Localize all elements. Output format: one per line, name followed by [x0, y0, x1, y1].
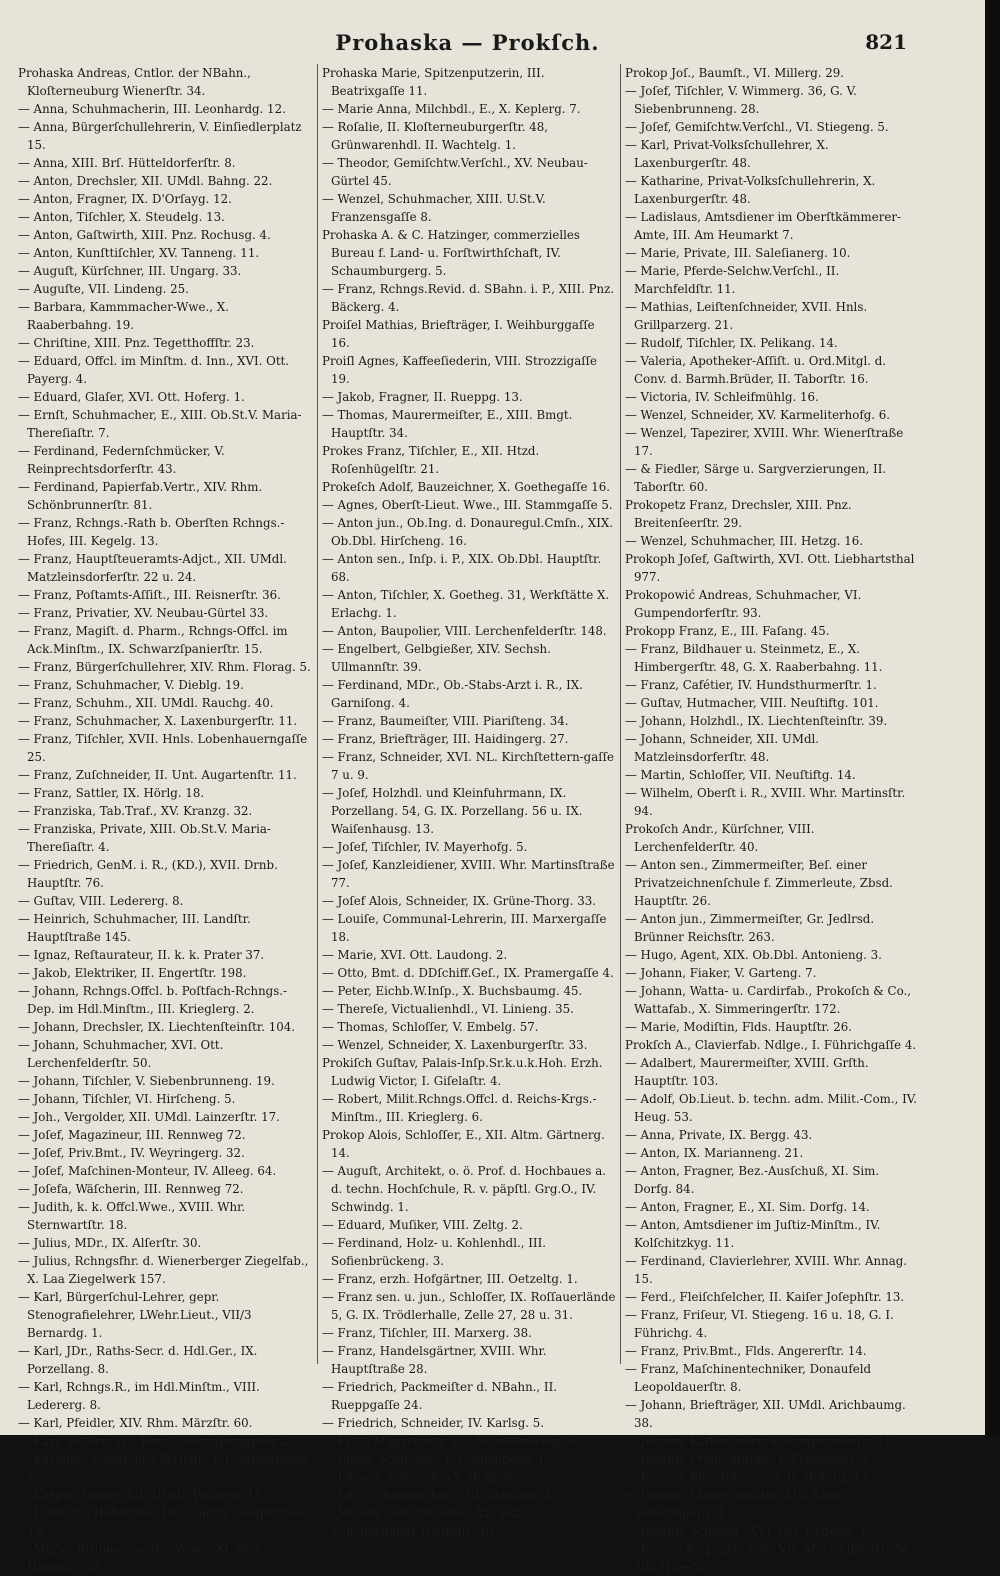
directory-entry: — Joſef, Priv.Bmt., IV. Weyringerg. 32.: [18, 1146, 245, 1160]
directory-entry: — Jakob, Elektriker, II. Engertſtr. 198.: [18, 966, 247, 980]
directory-entry: — Johann, Präge-Anſtalt, V. Franzensg. 2.: [625, 1452, 873, 1466]
directory-entry: — Franz, Poſtamts-Aſſiſt., III. Reisnerſtr. 36.: [18, 588, 281, 602]
directory-entry: — Marie, Private, III. Saleſianerg. 10.: [625, 246, 851, 260]
directory-entry: — Franz, Schuhmacher, X. Laxenburgerſtr. 11.: [18, 714, 298, 728]
column-middle: [317, 64, 620, 1538]
directory-entry: — Johann, Briefträger, XII. UMdl. Arichbaumg. 38.: [625, 1398, 906, 1430]
directory-entry: — Anna, Schuhmacherin, III. Leonhardg. 12.: [18, 102, 286, 116]
directory-entry: — Joſef, Kanzleidiener, XVIII. Whr. Martinsſtraße 77.: [322, 858, 615, 890]
directory-entry: — Ernſt, Schuhmacher, E., XIII. Ob.St.V. Maria-Thereſiaſtr. 7.: [18, 408, 302, 440]
directory-entry: — Jakob, Fragner, II. Rueppg. 13.: [322, 390, 523, 404]
directory-entry: — Johann, Tiſchler, VI. Hirſcheng. 5.: [18, 1092, 236, 1106]
directory-entry: — Franz, Rchngs.-Rath b. Oberſten Rchngs.-Hofes, III. Kegelg. 13.: [18, 516, 285, 548]
directory-entry: — Julius, MDr., IX. Alſerſtr. 30.: [18, 1236, 202, 1250]
directory-entry: — Auguſt, Kürſchner, III. Ungarg. 33.: [18, 264, 242, 278]
directory-entry: — Ferdinand, Federnſchmücker, V. Reinprechtsdorferſtr. 43.: [18, 444, 225, 476]
directory-entry: Proiſel Mathias, Briefträger, I. Weihburggaſſe 16.: [322, 318, 595, 350]
directory-entry: — Johann, Schuhmacher, XVI. Ott. Lerchenfelderſtr. 50.: [18, 1038, 224, 1070]
directory-entry: — Katharine, Privat-Volksſchullehrerin, X. Laxenburgerſtr. 48.: [625, 174, 876, 206]
directory-entry: — Guſtav, VIII. Ledererg. 8.: [18, 894, 184, 908]
directory-entry: — Anton, Fragner, IX. D'Orſayg. 12.: [18, 192, 232, 206]
directory-entry: — Johann, Kaffeeſieder, V. Rampersdorfg. 15.: [625, 1434, 896, 1448]
scan-border: [985, 0, 1000, 1435]
directory-entry: Prohaska Marie, Spitzenputzerin, III. Beatrixgaſſe 11.: [322, 66, 545, 98]
directory-entry: — & Fiedler, Särge u. Sargverzierungen, II. Taborſtr. 60.: [625, 462, 887, 494]
directory-entry: — Joſef, Holzhdl. und Kleinfuhrmann, IX. Porzellang. 54, G. IX. Porzellang. 56 u. IX. Waiſenhausg. 13.: [322, 786, 583, 836]
directory-entry: — Karl, Sattler, XIV. Rhm. Jollernſperggaſſe 2.: [18, 1434, 293, 1448]
directory-entry: — Franziska, Tab.Traf., XV. Kranzg. 32.: [18, 804, 253, 818]
directory-entry: — Auguſt, Architekt, o. ö. Prof. d. Hochbaues a. d. techn. Hochſchule, R. v. päpſtl. Grg.O., IV. Schwindg. 1.: [322, 1164, 606, 1214]
directory-entry: — Franz, Privatier, XV. Neubau-Gürtel 33.: [18, 606, 269, 620]
directory-entry: — Franz sen. u. jun., Schloſſer, IX. Roſſauerlände 5, G. IX. Trödlerhalle, Zelle 27, 28 u. 31.: [322, 1290, 616, 1322]
directory-entry: — Franz, Briefträger, III. Haidingerg. 27.: [322, 732, 569, 746]
directory-entry: Prokoph Joſef, Gaſtwirth, XVI. Ott. Liebhartsthal 977.: [625, 552, 915, 584]
directory-entry: — Franz, Zuſchneider, II. Unt. Augartenſtr. 11.: [18, 768, 297, 782]
directory-entry: — Franziska, Private, XIII. Ob.St.V. Maria-Thereſiaſtr. 4.: [18, 822, 271, 854]
directory-entry: — Karl, Pfeidler, XIV. Rhm. Märzſtr. 60.: [18, 1416, 253, 1430]
directory-entry: — Wenzel, Schuhmacher, XIII. U.St.V. Franzensgaſſe 8.: [322, 192, 546, 224]
directory-entry: — Joſef, Maſchinen-Monteur, IV. Alleeg. 64.: [18, 1164, 277, 1178]
directory-entry: — Judith, k. k. Offcl.Wwe., XVIII. Whr. Sternwartſtr. 18.: [18, 1200, 246, 1232]
directory-entry: — Heinrich, Schuhmacher, III. Landſtr. Hauptſtraße 145.: [18, 912, 251, 944]
directory-entry: Prokopowić Andreas, Schuhmacher, VI. Gumpendorferſtr. 93.: [625, 588, 862, 620]
directory-entry: — Anna, Bürgerſchullehrerin, V. Einſiedlerplatz 15.: [18, 120, 302, 152]
directory-entry: — Johann, Schuhm., XVI. Ott. Degeng. 15.: [625, 1524, 878, 1538]
directory-entry: — Friedrich, GenM. i. R., (KD.), XVII. Drnb. Hauptſtr. 76.: [18, 858, 278, 890]
directory-entry: — Robert, Milit.Rchngs.Offcl. d. Reichs-Krgs.-Minſtm., III. Krieglerg. 6.: [322, 1092, 597, 1124]
directory-entry: — Anton jun., Ob.Ing. d. Donauregul.Cmſn., XIX. Ob.Dbl. Hirſcheng. 16.: [322, 516, 614, 548]
directory-entry: — Engelbert, Gelbgießer, XIV. Sechsh. Ullmannſtr. 39.: [322, 642, 551, 674]
directory-entry: — Wenzel, Schneider, XV. Karmeliterhofg. 6.: [625, 408, 891, 422]
directory-entry: — Franz, Handelsgärtner, XVIII. Whr. Hauptſtraße 28.: [322, 1344, 547, 1376]
directory-entry: — Anton, IX. Marianneng. 21.: [625, 1146, 804, 1160]
directory-entry: — Franz, Schneider, XVI. NL. Kirchſtettern-gaſſe 7 u. 9.: [322, 750, 614, 782]
directory-entry: — Johann, Schneider, V. Hofg. 9.: [322, 1470, 516, 1484]
directory-entry: Proiſl Agnes, Kaffeeſiederin, VIII. Strozzigaſſe 19.: [322, 354, 597, 386]
directory-entry: — Franz, Rchngs.Revid. d. SBahn. i. P., XIII. Pnz. Bäckerg. 4.: [322, 282, 615, 314]
directory-entry: — Victoria, IV. Schleifmühlg. 16.: [625, 390, 819, 404]
directory-entry: — Joh., Vergolder, XII. UMdl. Lainzerſtr. 17.: [18, 1110, 280, 1124]
directory-entry: — Marie, Brunnenmeiſter-Wwe., XI. Sim. Hauptſtr. 47.: [18, 1542, 264, 1574]
directory-entry: — Adalbert, Maurermeiſter, XVIII. Grſth. Hauptſtr. 103.: [625, 1056, 869, 1088]
directory-entry: — Theodor, Gemiſchtw.Verſchl., XV. Neubau-Gürtel 45.: [322, 156, 588, 188]
directory-entry: — Anton, Fragner, Bez.-Ausſchuß, XI. Sim. Dorfg. 84.: [625, 1164, 880, 1196]
column-right: [620, 64, 923, 1574]
directory-entry: — Johann, Schneider, XII. UMdl. Matzleinsdorferſtr. 48.: [625, 732, 820, 764]
directory-entry: — Wenzel, Tapezirer, XVIII. Whr. Wienerſtraße 17.: [625, 426, 904, 458]
directory-entry: — Kaspar, Weber, XII. UMdl. Walterg. 11.: [18, 1488, 266, 1502]
directory-entry: — Joſef, Tiſchler, V. Wimmerg. 36, G. V. Siebenbrunneng. 28.: [625, 84, 857, 116]
directory-entry: — Valeria, Apotheker-Aſſiſt. u. Ord.Mitgl. d. Conv. d. Barmh.Brüder, II. Taborſtr. 16.: [625, 354, 887, 386]
directory-entry: — Mathias, Leiſtenſchneider, XVII. Hnls. Grillparzerg. 21.: [625, 300, 868, 332]
directory-entry: — Franz, Schuhm., XII. UMdl. Rauchg. 40.: [18, 696, 274, 710]
directory-entry: — Franz, Sattler, IX. Hörlg. 18.: [18, 786, 205, 800]
directory-entry: — Thereſe, Victualienhdl., VI. Linieng. 35.: [322, 1002, 574, 1016]
directory-entry: — Johann, Drechsler, IX. Liechtenſteinſtr. 104.: [18, 1020, 295, 1034]
directory-entry: — Ferdinand, MDr., Ob.-Stabs-Arzt i. R., IX. Garniſong. 4.: [322, 678, 583, 710]
directory-entry: — Fritz, Magazineur, VII. Schottenfeldg. 6.: [322, 1434, 580, 1448]
directory-entry: — Marie, Modiſtin, Flds. Hauptſtr. 26.: [625, 1020, 853, 1034]
directory-entry: — Anton, Fragner, E., XI. Sim. Dorfg. 14.: [625, 1200, 870, 1214]
directory-entry: — Anton, Baupolier, VIII. Lerchenfelderſtr. 148.: [322, 624, 607, 638]
directory-columns: [14, 64, 924, 1574]
directory-entry: Prokop Alois, Schloſſer, E., XII. Altm. Gärtnerg. 14.: [322, 1128, 605, 1160]
directory-entry: — Joſefa, Wäſcherin, III. Rennweg 72.: [18, 1182, 244, 1196]
directory-entry: — Wilhelm, Oberſt i. R., XVIII. Whr. Martinsſtr. 94.: [625, 786, 906, 818]
directory-entry: Prokop Joſ., Baumſt., VI. Millerg. 29.: [625, 66, 845, 80]
directory-entry: — Guſtav, Hutmacher, VIII. Neuſtiftg. 101.: [625, 696, 879, 710]
directory-entry: — Johann, Holzhdl., IX. Liechtenſteinſtr. 39.: [625, 714, 888, 728]
directory-entry: — Anton, Kunſttiſchler, XV. Tanneng. 11.: [18, 246, 260, 260]
directory-entry: — Karl, Bürgerſchul-Lehrer, gepr. Stenografielehrer, LWehr.Lieut., VII/3 Bernardg. 1.: [18, 1290, 252, 1340]
directory-entry: — Franz, Bildhauer u. Steinmetz, E., X. Himbergerſtr. 48, G. X. Raaberbahng. 11.: [625, 642, 883, 674]
directory-entry: — Marie, XVI. Ott. Laudong. 2.: [322, 948, 508, 962]
directory-entry: — Marie, Pferde-Selchw.Verſchl., II. Marchfeldſtr. 11.: [625, 264, 840, 296]
directory-entry: — Franz, Friſeur, VI. Stiegeng. 16 u. 18, G. I. Führichg. 4.: [625, 1308, 894, 1340]
directory-entry: — Anton sen., Zimmermeiſter, Beſ. einer Privatzeichnenſchule f. Zimmerleute, Zbsd. Hauptſtr. 26.: [625, 858, 893, 908]
directory-entry: — Joh., Schuhmacher, VIII. Strozzig. 35.: [322, 1488, 563, 1502]
directory-entry: — Anton sen., Inſp. i. P., XIX. Ob.Dbl. Hauptſtr. 68.: [322, 552, 602, 584]
directory-entry: — Wenzel, Schneider, X. Laxenburgerſtr. 33.: [322, 1038, 588, 1052]
directory-entry: — Friedrich, Schneider, IV. Karlsg. 5.: [322, 1416, 545, 1430]
directory-entry: — Karl, Rchngs.R., im Hdl.Minſtm., VIII. Ledererg. 8.: [18, 1380, 260, 1412]
column-left: [14, 64, 317, 1574]
directory-entry: — Eduard, Muſiker, VIII. Zeltg. 2.: [322, 1218, 523, 1232]
directory-entry: — Franz, Hauptſteueramts-Adjct., XII. UMdl. Matzleinsdorferſtr. 22 u. 24.: [18, 552, 287, 584]
directory-entry: — Johann, Kleinfuhrmann, II. Hoferg. 13.: [625, 1470, 872, 1484]
directory-entry: — Otto, Bmt. d. DDſchiff.Geſ., IX. Pramergaſſe 4.: [322, 966, 614, 980]
directory-entry: — Ludmilla, Hebamme, III. Landſtr. Hauptſtraße 18.: [18, 1506, 309, 1538]
directory-entry: Prokiſch Guſtav, Palais-Inſp.Sr.k.u.k.Hoh. Erzh. Ludwig Victor, I. Giſelaſtr. 4.: [322, 1056, 603, 1088]
directory-entry: — Anton, Amtsdiener im Juſtiz-Minſtm., IV. Kolſchitzkyg. 11.: [625, 1218, 881, 1250]
directory-entry: — Agnes, Oberſt-Lieut. Wwe., III. Stammgaſſe 5.: [322, 498, 613, 512]
directory-entry: — Ferdinand, Clavierlehrer, XVIII. Whr. Annag. 15.: [625, 1254, 908, 1286]
directory-entry: — Eduard, Glaſer, XVI. Ott. Hoferg. 1.: [18, 390, 245, 404]
directory-entry: — Thomas, Maurermeiſter, E., XIII. Bmgt. Hauptſtr. 34.: [322, 408, 573, 440]
directory-entry: — Franz, Priv.Bmt., Flds. Angererſtr. 14.: [625, 1344, 867, 1358]
directory-entry: Prokoſch Andr., Kürſchner, VIII. Lerchenfelderſtr. 40.: [625, 822, 815, 854]
directory-entry: — Karoline, Gemiſchtw.Verſchl., I. Leinfaltſtraße 7.: [18, 1452, 308, 1484]
directory-entry: — Julius, Rchngsfhr. d. Wienerberger Ziegelfab., X. Laa Ziegelwerk 157.: [18, 1254, 309, 1286]
directory-entry: — Karl, Privat-Volksſchullehrer, X. Laxenburgerſtr. 48.: [625, 138, 829, 170]
directory-entry: — Franz, Maſchinentechniker, Donaufeld Leopoldauerſtr. 8.: [625, 1362, 872, 1394]
directory-entry: — Joſef, Magazineur, III. Rennweg 72.: [18, 1128, 246, 1142]
directory-entry: — Joſef Alois, Schneider, IX. Grüne-Thorg. 33.: [322, 894, 596, 908]
directory-entry: — Anton, Tiſchler, X. Steudelg. 13.: [18, 210, 225, 224]
directory-entry: Prokſch A., Clavierfab. Ndlge., I. Führichgaſſe 4.: [625, 1038, 917, 1052]
directory-entry: — Ignaz, Schneider, I. Grünangerg. 1.: [322, 1452, 549, 1466]
directory-entry: — Martin, Schloſſer, VII. Neuſtiftg. 14.: [625, 768, 856, 782]
directory-entry: — Franz, erzh. Hofgärtner, III. Oetzeltg. 1.: [322, 1272, 578, 1286]
directory-entry: Prohaska Andreas, Cntlor. der NBahn., Kloſterneuburg Wienerſtr. 34.: [18, 66, 251, 98]
directory-entry: — Thomas, Schloſſer, V. Embelg. 57.: [322, 1020, 539, 1034]
directory-entry: — Anton, Gaſtwirth, XIII. Pnz. Rochusg. 4.: [18, 228, 271, 242]
directory-entry: — Johann, Watta- u. Cardirfab., Prokoſch & Co., Wattafab., X. Simmeringerſtr. 172.: [625, 984, 911, 1016]
directory-entry: — Hugo, Agent, XIX. Ob.Dbl. Antonieng. 3.: [625, 948, 882, 962]
directory-entry: — Johann, Fiaker, V. Garteng. 7.: [625, 966, 817, 980]
directory-entry: — Rudolf, Tiſchler, IX. Pelikang. 14.: [625, 336, 838, 350]
directory-entry: — Peter, Eichb.W.Inſp., X. Buchsbaumg. 45.: [322, 984, 583, 998]
directory-entry: — Eduard, Offcl. im Minſtm. d. Inn., XVI. Ott. Payerg. 4.: [18, 354, 290, 386]
directory-entry: — Johann K., prakt. Arzt, VII. Mariahilferſtraße 108 (10—5).: [625, 1542, 908, 1574]
directory-entry: — Marie Anna, Milchbdl., E., X. Keplerg. 7.: [322, 102, 581, 116]
directory-entry: — Anna, Private, IX. Bergg. 43.: [625, 1128, 813, 1142]
page-header: [0, 22, 985, 62]
directory-entry: — Franz, Magiſt. d. Pharm., Rchngs-Offcl. im Ack.Minſtm., IX. Schwarzſpanierſtr. 15.: [18, 624, 288, 656]
page-number: 821: [865, 30, 907, 54]
directory-entry: — Wenzel, Schuhmacher, III. Hetzg. 16.: [625, 534, 864, 548]
directory-entry: — Franz, Tiſchler, III. Marxerg. 38.: [322, 1326, 532, 1340]
page-title: Prohaska — Prokſch.: [335, 30, 600, 55]
directory-entry: — Roſalie, II. Kloſterneuburgerſtr. 48, Grünwarenhdl. II. Wachtelg. 1.: [322, 120, 549, 152]
directory-entry: — Franz, Bürgerſchullehrer, XIV. Rhm. Florag. 5.: [18, 660, 311, 674]
directory-entry: Prohaska A. & C. Hatzinger, commerzielles Bureau f. Land- u. Forſtwirthſchaft, IV. Schaumburgerg. 5.: [322, 228, 580, 278]
directory-entry: — Barbara, Kammmacher-Wwe., X. Raaberbahng. 19.: [18, 300, 229, 332]
directory-entry: — Friedrich, Packmeiſter d. NBahn., II. Rueppgaſſe 24.: [322, 1380, 557, 1412]
directory-entry: — Adolf, Ob.Lieut. b. techn. adm. Milit.-Com., IV. Heug. 53.: [625, 1092, 917, 1124]
directory-entry: — Chriſtine, XIII. Pnz. Tegetthoffſtr. 23.: [18, 336, 255, 350]
directory-entry: — Auguſte, VII. Lindeng. 25.: [18, 282, 189, 296]
directory-entry: — Joſef, Tiſchler, IV. Mayerhofg. 5.: [322, 840, 528, 854]
directory-entry: — Franz, Schuhmacher, V. Dieblg. 19.: [18, 678, 244, 692]
directory-entry: — Anna, XIII. Brſ. Hütteldorferſtr. 8.: [18, 156, 236, 170]
directory-entry: — Anton, Tiſchler, X. Goetheg. 31, Werkſtätte X. Erlachg. 1.: [322, 588, 610, 620]
directory-entry: — Franz, Cafétier, IV. Hundsthurmerſtr. 1.: [625, 678, 877, 692]
directory-entry: — Johann, Maurermeiſter, XIV. Rhm. Schellingerg. 4.: [625, 1488, 843, 1520]
directory-entry: — Johann, Schuhmacher, XII. Gdz. Schönbrunner Hauptſtr. 49.: [322, 1506, 528, 1538]
directory-entry: — Ladislaus, Amtsdiener im Oberſtkämmerer-Amte, III. Am Heumarkt 7.: [625, 210, 901, 242]
directory-entry: — Ferd., Fleiſchſelcher, II. Kaiſer Joſephſtr. 13.: [625, 1290, 905, 1304]
directory-entry: — Johann, Rchngs.Offcl. b. Poſtfach-Rchngs.-Dep. im Hdl.Minſtm., III. Krieglerg. 2.: [18, 984, 288, 1016]
directory-entry: Prokeſch Adolf, Bauzeichner, X. Goethegaſſe 16.: [322, 480, 610, 494]
directory-entry: Prokopp Franz, E., III. Faſang. 45.: [625, 624, 830, 638]
directory-entry: — Johann, Tiſchler, V. Siebenbrunneng. 19.: [18, 1074, 275, 1088]
directory-entry: — Karl, JDr., Raths-Secr. d. Hdl.Ger., IX. Porzellang. 8.: [18, 1344, 258, 1376]
directory-entry: — Joſef, Gemiſchtw.Verſchl., VI. Stiegeng. 5.: [625, 120, 889, 134]
directory-entry: — Ferdinand, Holz- u. Kohlenhdl., III. Sofienbrückeng. 3.: [322, 1236, 546, 1268]
directory-entry: Prokopetz Franz, Drechsler, XIII. Pnz. Breitenſeerſtr. 29.: [625, 498, 852, 530]
directory-entry: — Ferdinand, Papierfab.Vertr., XIV. Rhm. Schönbrunnerſtr. 81.: [18, 480, 263, 512]
directory-entry: — Louiſe, Communal-Lehrerin, III. Marxergaſſe 18.: [322, 912, 607, 944]
directory-entry: Prokes Franz, Tiſchler, E., XII. Htzd. Roſenhügelſtr. 21.: [322, 444, 540, 476]
directory-entry: — Anton, Drechsler, XII. UMdl. Bahng. 22.: [18, 174, 273, 188]
directory-entry: — Franz, Baumeiſter, VIII. Piariſteng. 34.: [322, 714, 569, 728]
directory-entry: — Anton jun., Zimmermeiſter, Gr. Jedlrsd. Brünner Reichsſtr. 263.: [625, 912, 875, 944]
directory-entry: — Ignaz, Reſtaurateur, II. k. k. Prater 37.: [18, 948, 265, 962]
directory-entry: — Franz, Tiſchler, XVII. Hnls. Lobenhauerngaſſe 25.: [18, 732, 308, 764]
